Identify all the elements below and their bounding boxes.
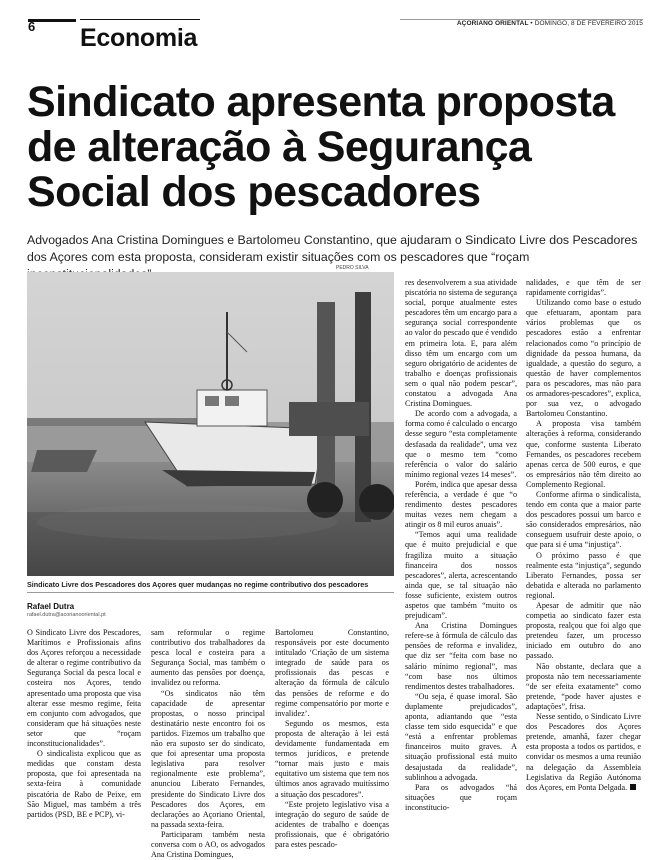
paragraph-text: Nesse sentido, o Sindicato Livre dos Pescadores dos Açores pretende, amanhã, fazer chegar esta proposta a todos os partidos, e convidar os mesmos a uma reunião na delegação da Assembleia Legislativa da Região Autónoma dos Açores, em Ponta Delgada. [526,712,641,792]
body-column-1 [27,628,141,820]
caption-rule [27,592,394,593]
paragraph: De acordo com a advogada, a forma como é calculado o encargo desse seguro “esta completamente desfasada da realidade”, uma vez que o mesmo tem “como referência o valor do salário mínimo regional vezes 14 meses”. [405,409,517,479]
paragraph: nalidades, e que têm de ser rapidamente corrigidas”. [526,278,641,298]
paragraph: Para os advogados “há situações que roçam inconstitucio- [405,782,517,812]
masthead-date: • DOMINGO, 8 DE FEVEREIRO 2015 [528,20,643,27]
paragraph: sam reformular o regime contributivo dos trabalhadores da pesca local e costeira para a Segurança Social, mas também o aumento das pensões por doença, invalidez ou reforma. [151,628,265,688]
author-email[interactable]: rafael.dutra@acorianooriental.pt [27,612,106,618]
paragraph-last [526,712,641,793]
body-column-3 [275,628,389,850]
section-title: Economia [80,24,198,52]
paragraph: Ana Cristina Domingues refere-se à fórmula de cálculo das pensões de reforma e invalidez, que diz ser “feita com base no salário mínimo regional”, mas “com base nos últimos rendimentos destes trabalhadores. [405,621,517,691]
page-number: 6 [28,19,36,34]
paragraph: A proposta visa também alterações à reforma, considerando que, conforme sustenta Liberato Fernandes, os pescadores recebem apenas cerca de 500 euros, e que os empresários não têm direito ao Complemento Regional. [526,419,641,489]
paragraph: Apesar de admitir que não competia ao sindicato fazer esta proposta, realçou que foi algo que pretendeu fazer, um processo iniciado em outubro do ano passado. [526,601,641,661]
masthead-paper: AÇORIANO ORIENTAL [456,20,529,27]
paragraph: “Os sindicatos não têm capacidade de apresentar propostas, o nosso principal destinatário neste encontro foi os partidos. Fizemos um trabalho que não era suposto ser do sindicato, que foi apresentar uma proposta legislativa para resolver regionalmente este problema”, anunciou Liberato Fernandes, presidente do Sindicato Livre dos Pescadores dos Açores, em declarações ao Açoriano Oriental, na passada sexta-feira. [151,688,265,829]
photo-credit: PEDRO SILVA [336,265,369,271]
paragraph: Porém, indica que apesar dessa referência, a verdade é que “o rendimento destes pescadores muitas vezes nem chegam a atingir os 8 mil euros anuais”. [405,479,517,530]
paragraph: “Este projeto legislativo visa a integração do seguro de saúde de acidentes de trabalho e doenças profissionais, que é obrigatório para estes pescado- [275,799,389,849]
paragraph: O Sindicato Livre dos Pescadores, Marítimos e Profissionais afins dos Açores reforçou a necessidade de alterar o regime contributivo da Segurança Social da pesca local e costeira nos Açores, tendo apresentado uma proposta que visa alterar esse mesmo regime, feita em conjunto com advogados, que consideram que há situações neste setor que “roçam inconstitucionalidades”. [27,628,141,749]
fishing-boat-photo [27,272,394,576]
body-column-5 [526,278,641,793]
body-column-2 [151,628,265,860]
end-of-article-mark [630,784,636,790]
article-headline: Sindicato apresenta proposta de alteração à Segurança Social dos pescadores [27,78,615,216]
body-column-4 [405,278,517,813]
paragraph: Segundo os mesmos, esta proposta de alteração à lei está devidamente fundamentada em termos jurídicos, e pretende “tornar mais justo e mais equitativo um sistema que tem nos últimos anos agravado muitíssimo a situação dos pescadores”. [275,718,389,799]
article-photo [27,272,394,576]
paragraph: Não obstante, declara que a proposta não tem necessariamente “de ser efeita exatamente” como pretende, “pode haver ajustes e adaptações”, frisa. [526,661,641,711]
paragraph: Bartolomeu Constantino, responsáveis por este documento intitulado ‘Criação de um sistema integrado de saúde para os profissionais das pescas e alteração da fórmula de cálculo das pensões de reforme e do regime compensatório por morte e invalidez’. [275,628,389,718]
paragraph: O próximo passo é que realmente esta “injustiça”, segundo Liberato Fernandes, possa ser debatida e alterada no parlamento regional. [526,550,641,600]
paragraph: Utilizando como base o estudo que efetuaram, apontam para vários problemas que os pescadores estão a enfrentar relacionados como “o princípio de dignidade da pessoa humana, da igualdade, a questão do seguro, a questão de haver complementos para os pescadores, mas não para os armadores-pescadores”, explica, por sua vez, o advogado Bartolomeu Constantino. [526,298,641,419]
photo-caption: Sindicato Livre dos Pescadores dos Açores quer mudanças no regime contributivo dos pescadores [27,580,369,589]
paragraph: res desenvolverem a sua atividade piscatória no sistema de segurança social, porque atualmente estes pescadores têm um encargo para a segurança social correspondente ao valor do pescado que é vendido em primeira lota. E, para além disso têm um encargo com um seguro obrigatório de acidentes de trabalho e doenças profissionais sem o qual não podem pescar”, constatou a advogada Ana Cristina Domingues. [405,278,517,409]
masthead [457,20,643,27]
article-lede: Advogados Ana Cristina Domingues e Bartolomeu Constantino, que ajudaram o Sindicato Livre dos Pescadores dos Açores com esta proposta, consideram existir situações com os pescadores que “roçam [27,233,638,264]
paragraph: Participaram também nesta conversa com o AO, os advogados Ana Cristina Domingues, [151,829,265,860]
paragraph: “Ou seja, é quase imoral. São duplamente prejudicados”, aponta, adiantando que “esta classe tem sido esquecida” e que “está a enfrentar problemas financeiros muito graves. A situação profissional está muito desajustada da realidade”, sublinhou a advogada. [405,691,517,782]
author-name: Rafael Dutra [27,602,75,611]
section-rule [80,19,200,20]
paragraph: O sindicalista explicou que as medidas que constam desta proposta, que foi apresentada na sexta-feira à comunidade piscatória de Rabo de Peixe, em São Miguel, mas também a três partidos (PSD, BE e PCP), vi- [27,749,141,819]
paragraph: Conforme afirma o sindicalista, tendo em conta que a maior parte dos pescadores possui um barco e são considerados empresários, não conseguem usufruir deste apoio, o que para si é uma “injustiça”. [526,489,641,550]
paragraph: “Temos aqui uma realidade que é muito prejudicial e que fragiliza muito a situação financeira dos nossos pescadores”, alerta, acrescentando ainda que, se tal situação não fosse suficiente, existem outros aspetos que também “muito os prejudicam”. [405,530,517,621]
